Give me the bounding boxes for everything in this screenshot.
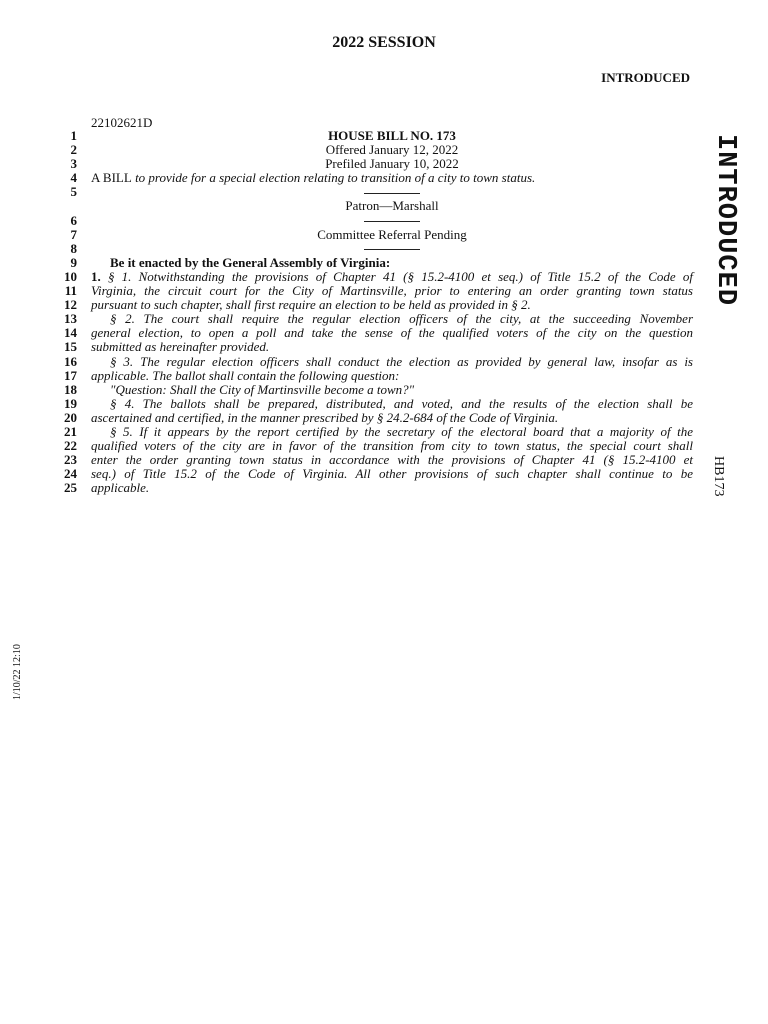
line-number: 1 — [70, 128, 77, 143]
bill-text-line: § 5. If it appears by the report certified by the secretary of the electoral board that a majority of the — [110, 423, 693, 439]
line-number: 13 — [64, 311, 77, 327]
document-id: 22102621D — [91, 115, 153, 130]
line-number: 20 — [64, 409, 77, 425]
line-number: 15 — [64, 339, 77, 355]
bill-text-line: applicable. The ballot shall contain the following question: — [91, 367, 400, 383]
side-date-text: 1/10/22 12:10 — [12, 644, 23, 700]
line-24 — [52, 467, 693, 481]
line-7 — [52, 228, 693, 242]
divider — [91, 214, 693, 228]
line-12 — [52, 298, 693, 312]
line-1 — [52, 129, 693, 143]
summary-prefix: A BILL — [91, 170, 132, 186]
prefiled-date: Prefiled January 10, 2022 — [325, 156, 459, 172]
side-bill-code-text: HB173 — [711, 456, 726, 497]
bill-text-line: qualified voters of the city are in favor of the transition from city to town status, the special court shall — [91, 438, 693, 454]
bill-text-line: "Question: Shall the City of Martinsville become a town?" — [110, 381, 415, 397]
bill-title: HOUSE BILL NO. 173 — [328, 128, 456, 143]
line-16 — [52, 355, 693, 369]
line-4 — [52, 171, 693, 185]
line-number: 14 — [64, 325, 77, 341]
bill-text-line: ascertained and certified, in the manner prescribed by § 24.2-684 of the Code of Virginia. — [91, 409, 559, 425]
line-number: 22 — [64, 438, 77, 454]
line-8 — [52, 242, 693, 256]
bill-summary — [91, 171, 693, 185]
side-date-stamp — [12, 625, 28, 700]
line-18 — [52, 383, 693, 397]
line-number: 21 — [64, 423, 77, 439]
line-number: 3 — [70, 156, 77, 172]
session-heading: 2022 SESSION — [332, 34, 436, 51]
line-11 — [52, 284, 693, 298]
line-number: 19 — [64, 395, 77, 411]
committee-referral: Committee Referral Pending — [317, 226, 467, 242]
line-number: 12 — [64, 297, 77, 313]
line-number: 8 — [70, 240, 77, 256]
bill-text-line: seq.) of Title 15.2 of the Code of Virginia. All other provisions of such chapter shall continue to be — [91, 466, 693, 482]
line-13 — [52, 312, 693, 326]
line-number: 4 — [70, 170, 77, 186]
side-status-vertical — [702, 134, 740, 366]
bill-text-line: § 4. The ballots shall be prepared, distributed, and voted, and the results of the election shall be — [110, 395, 693, 411]
line-10 — [52, 270, 693, 284]
status-label: INTRODUCED — [601, 70, 690, 85]
line-23 — [52, 453, 693, 467]
offered-date: Offered January 12, 2022 — [325, 142, 459, 158]
line-number: 23 — [64, 452, 77, 468]
line-number: 11 — [64, 283, 77, 299]
enacting-clause: Be it enacted by the General Assembly of Virginia: — [110, 254, 391, 270]
divider — [91, 242, 693, 256]
summary-text: to provide for a special election relating to transition of a city to town status. — [131, 170, 536, 186]
bill-text-line: general election, to open a poll and take the sense of the qualified voters of the city on the question — [91, 325, 693, 341]
line-number: 16 — [64, 353, 77, 369]
line-number: 24 — [64, 466, 77, 482]
line-number: 17 — [64, 367, 77, 383]
line-21 — [52, 425, 693, 439]
line-22 — [52, 439, 693, 453]
line-17 — [52, 369, 693, 383]
line-number: 2 — [70, 142, 77, 158]
patron: Patron—Marshall — [345, 198, 439, 214]
line-19 — [52, 397, 693, 411]
line-6 — [52, 214, 693, 228]
line-20 — [52, 411, 693, 425]
line-5 — [52, 185, 693, 199]
side-bill-code — [706, 456, 726, 506]
line-number: 9 — [70, 254, 77, 270]
bill-body — [52, 129, 693, 495]
bill-text-line: Virginia, the circuit court for the City of Martinsville, prior to entering an order granting town status — [91, 283, 693, 299]
line-patron — [52, 199, 693, 213]
bill-text-line: § 3. The regular election officers shall conduct the election as provided by general law, insofar as is — [110, 353, 693, 369]
bill-text-line: applicable. — [91, 480, 150, 496]
line-2 — [52, 143, 693, 157]
line-3 — [52, 157, 693, 171]
line-25 — [52, 481, 693, 495]
line-15 — [52, 340, 693, 354]
bill-text-line: enter the order granting town status in accordance with the provisions of Chapter 41 (§ 15.2-4100 et — [91, 452, 693, 468]
line-14 — [52, 326, 693, 340]
section-number: 1. — [91, 268, 101, 284]
bill-text-line: submitted as hereinafter provided. — [91, 339, 270, 355]
line-number: 6 — [70, 212, 77, 228]
divider — [91, 185, 693, 199]
line-number: 10 — [64, 268, 77, 284]
bill-text-line: pursuant to such chapter, shall first require an election to be held as provided in § 2. — [91, 297, 531, 313]
bill-text-line — [91, 270, 693, 284]
line-number: 7 — [70, 226, 77, 242]
line-number: 18 — [64, 381, 77, 397]
line-9 — [52, 256, 693, 270]
line-number: 5 — [70, 184, 77, 200]
line-number: 25 — [64, 480, 77, 496]
side-status-text: INTRODUCED — [710, 134, 740, 307]
bill-text-line: § 2. The court shall require the regular election officers of the city, at the succeeding November — [110, 311, 693, 327]
bill-text: § 1. Notwithstanding the provisions of Chapter 41 (§ 15.2-4100 et seq.) of Title 15.2 of the Code of — [107, 268, 694, 284]
